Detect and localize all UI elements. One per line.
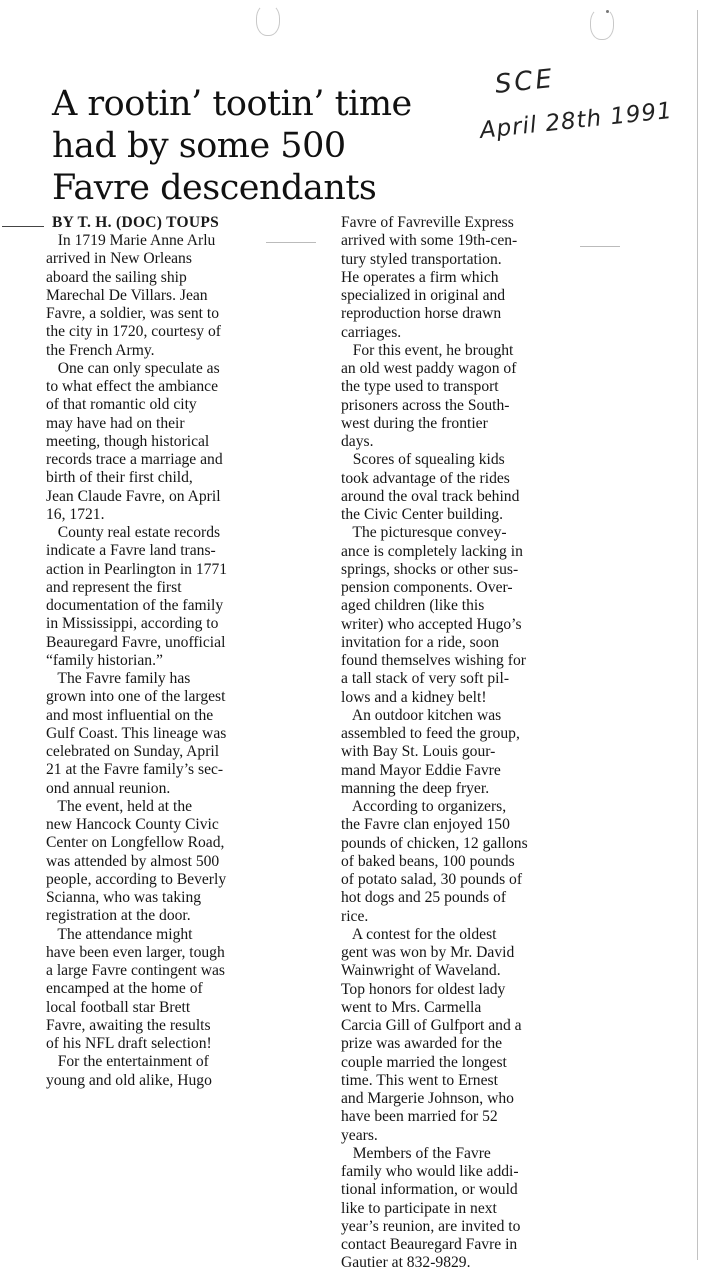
article-text-line: have been even larger, tough — [46, 943, 225, 961]
article-text-line: documentation of the family — [46, 597, 224, 614]
article-text-line: to what effect the ambiance — [46, 378, 219, 395]
article-text-line: springs, shocks or other sus- — [341, 560, 519, 578]
headline-line: had by some 500 — [52, 126, 346, 167]
article-text-line: action in Pearlington in 1771 — [46, 560, 228, 578]
article-text-line: An outdoor kitchen was — [341, 706, 502, 724]
article-text-line: west during the frontier — [341, 414, 488, 432]
article-text-line: reproduction horse drawn — [341, 305, 502, 323]
article-text-line: encamped at the home of — [46, 980, 203, 998]
article-text-line: Marechal De Villars. Jean — [46, 286, 208, 304]
article-text-line: Carcia Gill of Gulfport and a — [341, 1017, 522, 1034]
article-text-line: tury styled transportation. — [341, 250, 502, 268]
article-text-line: local football star Brett — [46, 998, 191, 1016]
article-text-line: prize was awarded for the — [341, 1035, 503, 1053]
article-text-line: ond annual reunion. — [46, 779, 171, 797]
article-text-line: Center on Longfellow Road, — [46, 834, 225, 852]
article-text-line: registration at the door. — [46, 907, 191, 925]
article-text-line: One can only speculate as — [46, 359, 220, 377]
article-text-line: The attendance might — [46, 925, 193, 943]
article-text-line: County real estate records — [46, 524, 221, 541]
article-text-line: A contest for the oldest — [341, 925, 497, 943]
article-text-line: The picturesque convey- — [341, 524, 507, 542]
article-text-line: have been married for 52 — [341, 1108, 498, 1126]
article-text-line: mand Mayor Eddie Favre — [341, 761, 501, 779]
article-text-line: time. This went to Ernest — [341, 1071, 498, 1089]
article-text-line: year’s reunion, are invited to — [341, 1217, 521, 1235]
article-text-line: a tall stack of very soft pil- — [341, 670, 510, 688]
article-text-line: aged children (like this — [341, 597, 485, 615]
article-text-line: of potato salad, 30 pounds of — [341, 871, 523, 888]
article-text-line: Scianna, who was taking — [46, 889, 202, 906]
column-rule-mark — [580, 246, 620, 247]
article-text-line: contact Beauregard Favre in — [341, 1236, 518, 1253]
article-text-line: gent was won by Mr. David — [341, 944, 515, 961]
article-text-line: invitation for a ride, soon — [341, 633, 500, 651]
article-text-line: records trace a marriage and — [46, 451, 223, 468]
article-text-line: with Bay St. Louis gour- — [341, 743, 496, 761]
article-column-1 — [46, 232, 286, 1090]
article-column-2 — [341, 214, 581, 1273]
article-text-line: He operates a firm which — [341, 268, 499, 286]
article-text-line: For the entertainment of — [46, 1053, 209, 1071]
column-rule-mark — [2, 226, 44, 227]
article-text-line: pension components. Over- — [341, 579, 513, 596]
article-text-line: Favre of Favreville Express — [341, 214, 514, 231]
article-text-line: young and old alike, Hugo — [46, 1071, 212, 1089]
article-text-line: in Mississippi, according to — [46, 615, 219, 633]
article-text-line: Scores of squealing kids — [341, 451, 505, 469]
article-text-line: pounds of chicken, 12 gallons — [341, 834, 528, 852]
scan-speck — [606, 10, 609, 13]
article-text-line: Top honors for oldest lady — [341, 980, 506, 998]
article-text-line: the Civic Center building. — [341, 506, 503, 523]
article-text-line: The event, held at the — [46, 797, 193, 815]
article-text-line: hot dogs and 25 pounds of — [341, 889, 507, 907]
article-text-line: tional information, or would — [341, 1181, 518, 1199]
article-text-line: couple married the longest — [341, 1053, 507, 1071]
article-text-line: ance is completely lacking in — [341, 542, 523, 560]
article-text-line: Wainwright of Waveland. — [341, 962, 501, 980]
article-text-line: In 1719 Marie Anne Arlu — [46, 232, 216, 249]
punch-hole-mark — [256, 4, 280, 36]
article-text-line: like to participate in next — [341, 1199, 497, 1217]
article-text-line: an old west paddy wagon of — [341, 360, 517, 377]
article-text-line: celebrated on Sunday, April — [46, 743, 220, 760]
article-text-line: around the oval track behind — [341, 487, 520, 505]
article-text-line: arrived in New Orleans — [46, 250, 192, 268]
punch-hole-mark — [590, 8, 614, 40]
article-text-line: the type used to transport — [341, 378, 499, 396]
article-text-line: took advantage of the rides — [341, 469, 510, 487]
headline — [52, 83, 492, 209]
article-text-line: people, according to Beverly — [46, 870, 227, 888]
article-text-line: the city in 1720, courtesy of — [46, 323, 221, 341]
article-text-line: of his NFL draft selection! — [46, 1035, 212, 1052]
handwritten-date-note: April 28th 1991 — [478, 97, 674, 144]
article-text-line: days. — [341, 433, 374, 450]
article-text-line: Favre, a soldier, was sent to — [46, 305, 220, 322]
article-text-line: specialized in original and — [341, 287, 506, 304]
article-text-line: may have had on their — [46, 414, 185, 432]
article-text-line: the Favre clan enjoyed 150 — [341, 816, 510, 834]
article-text-line: carriages. — [341, 323, 402, 341]
headline-line: Favre descendants — [52, 168, 377, 209]
article-text-line: of that romantic old city — [46, 396, 197, 414]
article-text-line: and most influential on the — [46, 706, 214, 724]
article-text-line: indicate a Favre land trans- — [46, 542, 216, 560]
article-text-line: Favre, awaiting the results — [46, 1016, 211, 1034]
article-text-line: For this event, he brought — [341, 341, 514, 359]
article-text-line: arrived with some 19th-cen- — [341, 232, 518, 250]
article-text-line: Gulf Coast. This lineage was — [46, 724, 227, 742]
article-text-line: and represent the first — [46, 578, 182, 596]
article-text-line: years. — [341, 1126, 378, 1144]
article-text-line: Jean Claude Favre, on April — [46, 487, 221, 505]
article-text-line: 21 at the Favre family’s sec- — [46, 761, 224, 779]
headline-line: A rootin’ tootin’ time — [52, 84, 412, 125]
byline: BY T. H. (DOC) TOUPS — [52, 214, 220, 231]
article-text-line: found themselves wishing for — [341, 652, 526, 669]
handwritten-source-note: SCE — [493, 63, 557, 100]
article-text-line: went to Mrs. Carmella — [341, 998, 482, 1016]
article-text-line: According to organizers, — [341, 798, 507, 815]
article-text-line: aboard the sailing ship — [46, 268, 187, 286]
article-text-line: and Margerie Johnson, who — [341, 1090, 514, 1107]
article-text-line: was attended by almost 500 — [46, 852, 220, 870]
article-text-line: the French Army. — [46, 341, 155, 359]
article-text-line: “family historian.” — [46, 651, 163, 669]
article-text-line: writer) who accepted Hugo’s — [341, 615, 522, 633]
article-text-line: grown into one of the largest — [46, 688, 226, 706]
article-text-line: Members of the Favre — [341, 1144, 491, 1162]
article-text-line: lows and a kidney belt! — [341, 688, 487, 706]
article-text-line: prisoners across the South- — [341, 396, 510, 414]
article-text-line: manning the deep fryer. — [341, 779, 490, 797]
article-text-line: a large Favre contingent was — [46, 962, 225, 979]
article-text-line: 16, 1721. — [46, 505, 105, 523]
article-text-line: birth of their first child, — [46, 469, 193, 487]
article-text-line: Gautier at 832-9829. — [341, 1254, 471, 1272]
article-text-line: rice. — [341, 907, 369, 925]
article-text-line: The Favre family has — [46, 670, 191, 687]
article-text-line: assembled to feed the group, — [341, 725, 520, 742]
article-text-line: family who would like addi- — [341, 1163, 519, 1180]
scan-edge-line — [697, 10, 698, 1260]
article-text-line: of baked beans, 100 pounds — [341, 852, 515, 870]
article-text-line: Beauregard Favre, unofficial — [46, 633, 226, 651]
article-text-line: new Hancock County Civic — [46, 816, 219, 833]
article-text-line: meeting, though historical — [46, 432, 210, 450]
